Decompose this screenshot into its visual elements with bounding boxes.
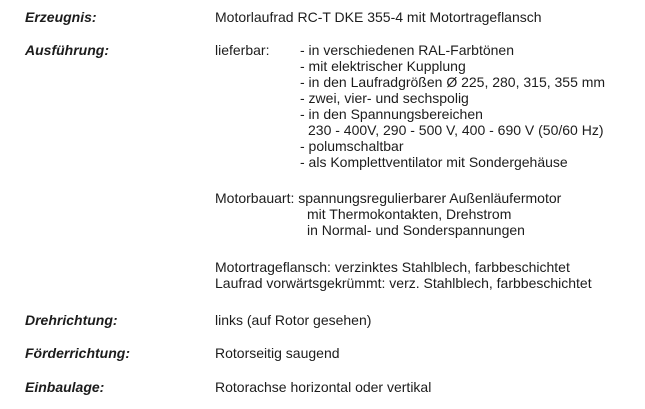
lieferbar-label: lieferbar:: [215, 42, 270, 58]
bullet-komplettventilator: - als Komplettventilator mit Sondergehäuse: [300, 154, 568, 170]
row-foerderrichtung: [0, 345, 645, 361]
motorbauart-line-2: mit Thermokontakten, Drehstrom: [307, 206, 512, 222]
material-laufrad: Laufrad vorwärtsgekrümmt: verz. Stahlblech, farbbeschichtet: [215, 275, 592, 291]
erzeugnis-value: Motorlaufrad RC-T DKE 355-4 mit Motortrageflansch: [215, 9, 542, 25]
bullet-spannungsbereiche-werte: 230 - 400V, 290 - 500 V, 400 - 690 V (50/60 Hz): [308, 122, 604, 138]
motorbauart-line-1: Motorbauart: spannungsregulierbarer Außenläufermotor: [215, 190, 562, 206]
row-drehrichtung: [0, 312, 645, 328]
row-erzeugnis: [0, 9, 645, 25]
erzeugnis-label: Erzeugnis:: [25, 9, 97, 25]
material-motortrageflansch: Motortrageflansch: verzinktes Stahlblech, farbbeschichtet: [215, 259, 570, 275]
drehrichtung-value: links (auf Rotor gesehen): [215, 312, 372, 328]
bullet-polzahl: - zwei, vier- und sechspolig: [300, 90, 469, 106]
einbaulage-value: Rotorachse horizontal oder vertikal: [215, 379, 432, 395]
bullet-ral-farbtoene: - in verschiedenen RAL-Farbtönen: [300, 42, 515, 58]
einbaulage-label: Einbaulage:: [25, 379, 105, 395]
motorbauart-line-3: in Normal- und Sonderspannungen: [307, 222, 525, 238]
bullet-polumschaltbar: - polumschaltbar: [300, 138, 404, 154]
row-einbaulage: [0, 379, 645, 395]
foerderrichtung-label: Förderrichtung:: [25, 345, 130, 361]
foerderrichtung-value: Rotorseitig saugend: [215, 345, 340, 361]
lieferbar-bullet-list: [300, 42, 605, 170]
bullet-spannungsbereiche: - in den Spannungsbereichen: [300, 106, 483, 122]
bullet-laufradgroessen: - in den Laufradgrößen Ø 225, 280, 315, 355 mm: [300, 74, 606, 90]
drehrichtung-label: Drehrichtung:: [25, 312, 118, 328]
ausfuehrung-label: Ausführung:: [25, 42, 109, 58]
material-block: [215, 259, 592, 291]
bullet-elektrische-kupplung: - mit elektrischer Kupplung: [300, 58, 466, 74]
